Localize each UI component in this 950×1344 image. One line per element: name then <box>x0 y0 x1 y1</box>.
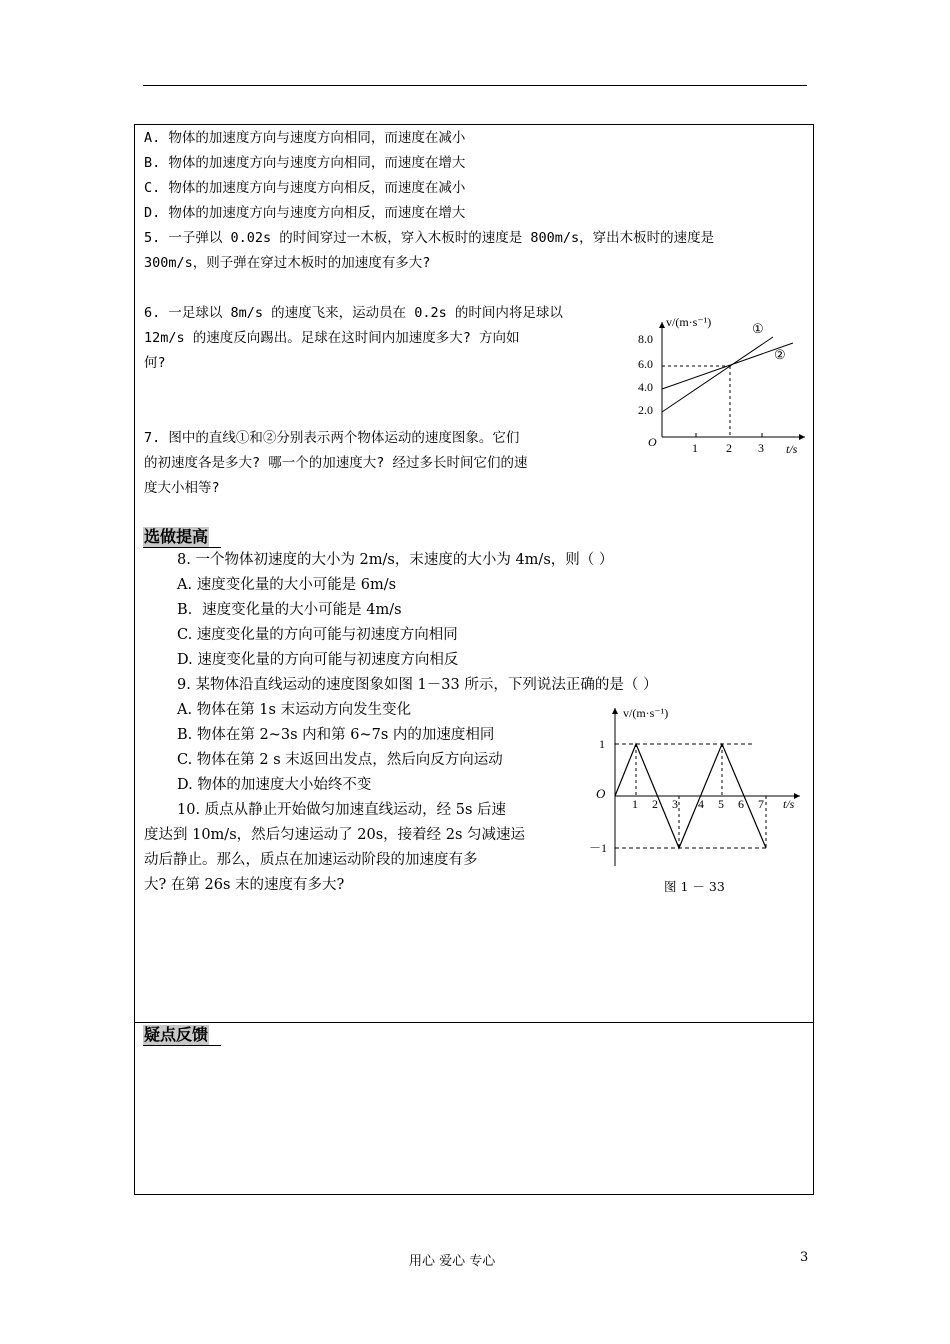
option-d: D. 物体的加速度方向与速度方向相反，而速度在增大 <box>144 205 466 221</box>
x-tick-2: 2 <box>652 797 658 811</box>
x-tick-6: 6 <box>738 797 744 811</box>
q10-line-1: 10. 质点从静止开始做匀加速直线运动，经 5s 后速 <box>177 802 507 818</box>
q9-option-a: A. 物体在第 1s 末运动方向发生变化 <box>177 702 412 718</box>
q5-line-1: 5. 一子弹以 0.02s 的时间穿过一木板，穿入木板时的速度是 800m/s，穿出木板时的速度是 <box>144 230 715 246</box>
footer-motto: 用心 爱心 专心 <box>409 1254 496 1269</box>
q9-option-b: B. 物体在第 2~3s 内和第 6~7s 内的加速度相同 <box>177 727 495 743</box>
line-2-label: ② <box>774 347 786 362</box>
origin-label: O <box>648 435 657 449</box>
q9-option-d: D. 物体的加速度大小始终不变 <box>177 777 372 793</box>
option-b: B. 物体的加速度方向与速度方向相同，而速度在增大 <box>144 155 466 171</box>
q9-stem: 9. 某物体沿直线运动的速度图象如图 1－33 所示，下列说法正确的是（ ） <box>177 677 658 693</box>
q6-line-1: 6. 一足球以 8m/s 的速度飞来，运动员在 0.2s 的时间内将足球以 <box>144 305 563 321</box>
option-a: A. 物体的加速度方向与速度方向相同，而速度在减小 <box>144 130 466 146</box>
x-axis-label: t/s <box>786 442 798 456</box>
q7-line-3: 度大小相等? <box>144 480 220 496</box>
q10-line-3: 动后静止。那么，质点在加速运动阶段的加速度有多 <box>144 852 478 868</box>
page-number: 3 <box>800 1250 809 1265</box>
figure-caption: 图 1 － 33 <box>664 879 725 894</box>
y-tick-1: 1 <box>599 737 605 751</box>
q7-line-1: 7. 图中的直线①和②分别表示两个物体运动的速度图象。它们 <box>144 430 520 446</box>
x-tick-7: 7 <box>758 797 764 811</box>
header-rule <box>143 85 807 86</box>
line-1-label: ① <box>752 321 764 336</box>
q8-stem: 8. 一个物体初速度的大小为 2m/s，末速度的大小为 4m/s，则（ ） <box>177 552 614 568</box>
q8-option-d: D. 速度变化量的方向可能与初速度方向相反 <box>177 652 459 668</box>
q8-option-b: B．速度变化量的大小可能是 4m/s <box>177 602 402 618</box>
section-title-optional: 选做提高 <box>144 527 209 546</box>
y-tick-8: 8.0 <box>638 332 653 346</box>
option-c: C. 物体的加速度方向与速度方向相反，而速度在减小 <box>144 180 466 196</box>
x-tick-1: 1 <box>632 797 638 811</box>
y-tick-6: 6.0 <box>638 357 653 371</box>
q5-line-2: 300m/s，则子弹在穿过木板时的加速度有多大? <box>144 255 431 271</box>
section-title-feedback: 疑点反馈 <box>144 1025 209 1044</box>
y-tick-neg1: －1 <box>589 841 608 855</box>
box-divider <box>134 1022 814 1023</box>
q6-line-2: 12m/s 的速度反向踢出。足球在这时间内加速度多大? 方向如 <box>144 330 520 346</box>
section-underline-optional <box>143 547 221 548</box>
x-tick-2: 2 <box>726 441 732 455</box>
x-tick-3: 3 <box>672 797 678 811</box>
x-tick-3: 3 <box>758 441 764 455</box>
y-axis-label: v/(m·s⁻¹) <box>666 315 712 329</box>
y-tick-4: 4.0 <box>638 380 653 394</box>
q7-line-2: 的初速度各是多大? 哪一个的加速度大? 经过多长时间它们的速 <box>144 455 528 471</box>
velocity-graph-2 <box>585 700 805 870</box>
q9-option-c: C. 物体在第 2 s 末返回出发点，然后向反方向运动 <box>177 752 503 768</box>
q8-option-a: A. 速度变化量的大小可能是 6m/s <box>177 577 397 593</box>
x-tick-5: 5 <box>718 797 724 811</box>
x-tick-1: 1 <box>692 441 698 455</box>
q8-option-c: C. 速度变化量的方向可能与初速度方向相同 <box>177 627 458 643</box>
q10-line-2: 度达到 10m/s，然后匀速运动了 20s，接着经 2s 匀减速运 <box>144 827 526 843</box>
y-tick-2: 2.0 <box>638 403 653 417</box>
x-tick-4: 4 <box>698 797 704 811</box>
origin-label: O <box>596 786 606 801</box>
section-underline-feedback <box>143 1045 221 1046</box>
line-1 <box>662 337 773 412</box>
q6-line-3: 何? <box>144 355 166 371</box>
velocity-graph-1 <box>630 310 810 460</box>
q10-line-4: 大? 在第 26s 末的速度有多大? <box>144 877 345 893</box>
y-axis-label: v/(m·s⁻¹) <box>623 706 669 720</box>
x-axis-label: t/s <box>783 797 795 811</box>
